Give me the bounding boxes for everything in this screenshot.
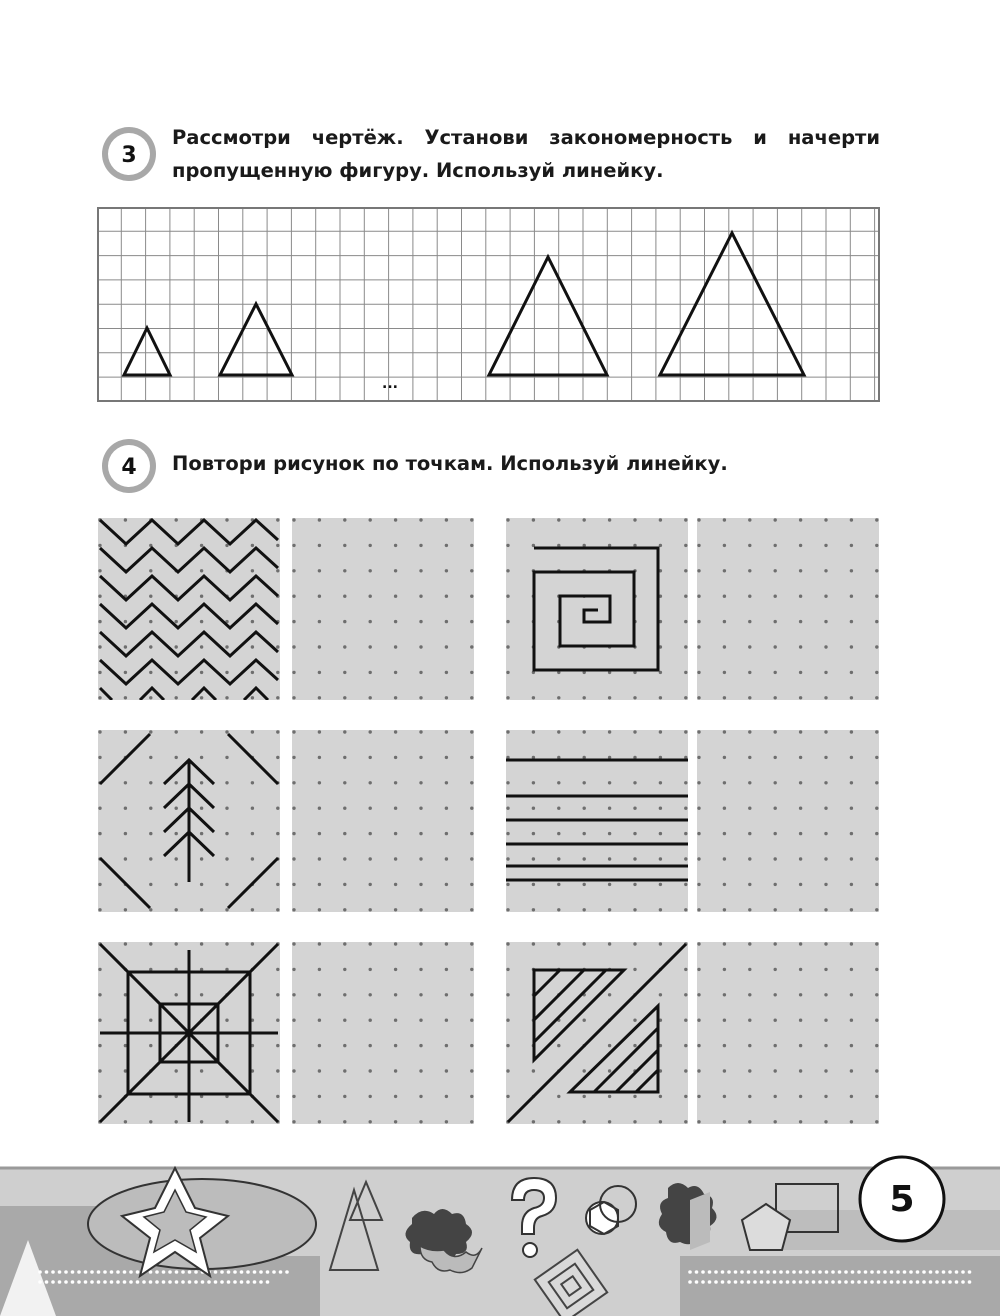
task-3-grid	[97, 207, 880, 402]
task-number-4: 4	[121, 455, 137, 480]
pattern-zigzag	[98, 518, 280, 700]
task-number-badge-4	[99, 436, 159, 496]
triangle-small	[124, 328, 170, 375]
blank-dot-panel-4[interactable]	[697, 730, 879, 912]
footer-decoration	[0, 1160, 1000, 1316]
pattern-spiral	[506, 518, 688, 700]
pattern-hatched-triangles	[506, 942, 688, 1124]
task-3-instruction: Рассмотри чертёж. Установи закономерность и начерти пропущенную фигуру. Используй линейку.	[172, 126, 880, 182]
triangle-large	[489, 257, 607, 375]
pattern-fir-tree	[98, 730, 280, 912]
pattern-web	[98, 942, 280, 1124]
blank-dot-panel-1[interactable]	[292, 518, 474, 700]
missing-figure-marker: ...	[382, 376, 398, 392]
blank-dot-panel-5[interactable]	[292, 942, 474, 1124]
blank-dot-panel-3[interactable]	[292, 730, 474, 912]
blank-dot-panel-2[interactable]	[697, 518, 879, 700]
page-number: 5	[889, 1178, 915, 1220]
pattern-horizontal-lines	[506, 730, 688, 912]
task-4-instruction: Повтори рисунок по точкам. Используй линейку.	[172, 452, 728, 475]
blank-dot-panel-6[interactable]	[697, 942, 879, 1124]
task-number-3: 3	[121, 143, 137, 168]
triangle-medium	[220, 304, 292, 375]
task-number-badge-3	[99, 124, 159, 184]
